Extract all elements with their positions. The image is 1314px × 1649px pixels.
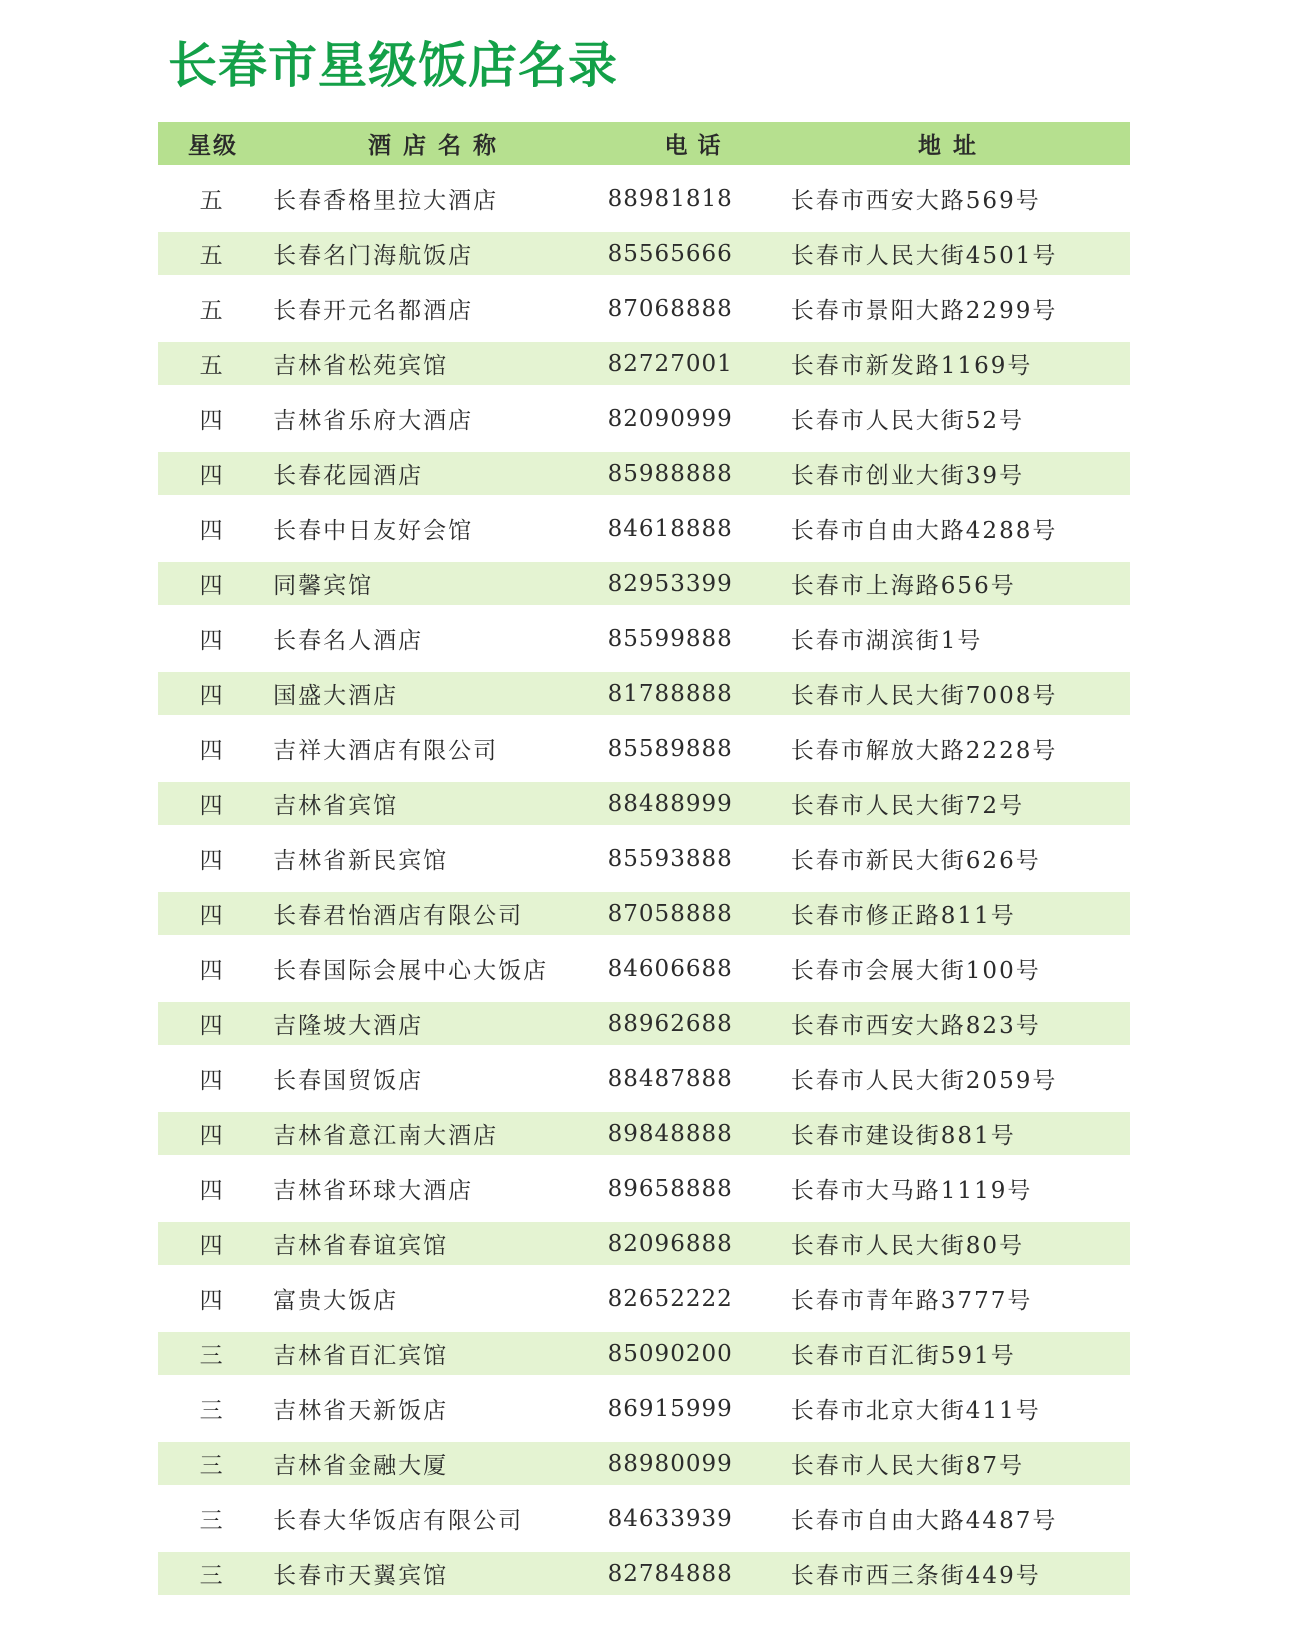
address-cell: 长春市大马路1119号 — [790, 1178, 1033, 1204]
table-row — [158, 672, 1130, 715]
star-cell: 四 — [199, 408, 225, 434]
address-cell: 长春市创业大街39号 — [790, 463, 1025, 489]
address-cell: 长春市湖滨街1号 — [790, 628, 983, 654]
table-row — [158, 562, 1130, 605]
phone-cell: 86915999 — [607, 1395, 733, 1422]
hotel-name-cell: 长春国贸饭店 — [273, 1068, 424, 1094]
phone-cell: 84606688 — [607, 955, 733, 982]
table-row — [158, 1222, 1130, 1265]
star-cell: 五 — [199, 298, 225, 324]
star-cell: 四 — [199, 1288, 225, 1314]
hotel-name-cell: 吉林省乐府大酒店 — [273, 408, 474, 434]
hotel-name-cell: 吉林省环球大酒店 — [273, 1178, 474, 1204]
table-row — [158, 507, 1130, 550]
star-cell: 三 — [199, 1398, 225, 1424]
header-phone: 电 话 — [664, 133, 722, 159]
address-cell: 长春市建设街881号 — [790, 1123, 1016, 1149]
table-row — [158, 1057, 1130, 1100]
address-cell: 长春市自由大路4288号 — [790, 518, 1058, 544]
hotel-name-cell: 长春国际会展中心大饭店 — [273, 958, 549, 984]
hotel-name-cell: 吉祥大酒店有限公司 — [273, 738, 499, 764]
address-cell: 长春市修正路811号 — [790, 903, 1016, 929]
address-cell: 长春市人民大街72号 — [790, 793, 1025, 819]
hotel-name-cell: 吉林省新民宾馆 — [273, 848, 449, 874]
hotel-name-cell: 长春花园酒店 — [273, 463, 424, 489]
table-row — [158, 892, 1130, 935]
hotel-name-cell: 富贵大饭店 — [273, 1288, 399, 1314]
star-cell: 四 — [199, 958, 225, 984]
table-row — [158, 727, 1130, 770]
star-cell: 四 — [199, 628, 225, 654]
star-cell: 四 — [199, 848, 225, 874]
address-cell: 长春市人民大街80号 — [790, 1233, 1025, 1259]
hotel-name-cell: 长春君怡酒店有限公司 — [273, 903, 524, 929]
table-row — [158, 1277, 1130, 1320]
hotel-name-cell: 同馨宾馆 — [273, 573, 374, 599]
phone-cell: 87058888 — [607, 900, 733, 927]
hotel-name-cell: 长春中日友好会馆 — [273, 518, 474, 544]
table-row — [158, 1552, 1130, 1595]
address-cell: 长春市新民大街626号 — [790, 848, 1041, 874]
table-row — [158, 1002, 1130, 1045]
phone-cell: 89658888 — [607, 1175, 733, 1202]
hotel-name-cell: 吉林省金融大厦 — [273, 1453, 449, 1479]
table-row — [158, 1332, 1130, 1375]
hotel-name-cell: 长春开元名都酒店 — [273, 298, 474, 324]
hotel-name-cell: 吉林省春谊宾馆 — [273, 1233, 449, 1259]
phone-cell: 82727001 — [607, 350, 733, 377]
star-cell: 四 — [199, 903, 225, 929]
hotel-name-cell: 吉林省意江南大酒店 — [273, 1123, 499, 1149]
table-row — [158, 397, 1130, 440]
page-title: 长春市星级饭店名录 — [168, 37, 619, 94]
star-cell: 四 — [199, 1123, 225, 1149]
star-cell: 五 — [199, 353, 225, 379]
hotel-name-cell: 长春香格里拉大酒店 — [273, 188, 499, 214]
address-cell: 长春市西三条街449号 — [790, 1563, 1041, 1589]
table-row — [158, 1167, 1130, 1210]
phone-cell: 88981818 — [607, 185, 733, 212]
hotel-name-cell: 吉林省天新饭店 — [273, 1398, 449, 1424]
address-cell: 长春市人民大街2059号 — [790, 1068, 1058, 1094]
phone-cell: 88488999 — [607, 790, 733, 817]
address-cell: 长春市青年路3777号 — [790, 1288, 1033, 1314]
hotel-name-cell: 吉林省松苑宾馆 — [273, 353, 449, 379]
table-header — [158, 122, 1130, 165]
star-cell: 四 — [199, 1178, 225, 1204]
star-cell: 三 — [199, 1343, 225, 1369]
star-cell: 四 — [199, 1013, 225, 1039]
address-cell: 长春市景阳大路2299号 — [790, 298, 1058, 324]
header-address: 地 址 — [917, 133, 978, 159]
address-cell: 长春市会展大街100号 — [790, 958, 1041, 984]
phone-cell: 88487888 — [607, 1065, 733, 1092]
table-row — [158, 1387, 1130, 1430]
star-cell: 三 — [199, 1508, 225, 1534]
phone-cell: 85589888 — [607, 735, 733, 762]
address-cell: 长春市西安大路569号 — [790, 188, 1041, 214]
table-row — [158, 1497, 1130, 1540]
star-cell: 四 — [199, 1233, 225, 1259]
hotel-name-cell: 长春名人酒店 — [273, 628, 424, 654]
phone-cell: 85090200 — [607, 1340, 733, 1367]
phone-cell: 85599888 — [607, 625, 733, 652]
star-cell: 五 — [199, 188, 225, 214]
table-row — [158, 232, 1130, 275]
hotel-name-cell: 吉林省百汇宾馆 — [273, 1343, 449, 1369]
table-row — [158, 837, 1130, 880]
hotel-name-cell: 吉隆坡大酒店 — [273, 1013, 424, 1039]
phone-cell: 85988888 — [607, 460, 733, 487]
address-cell: 长春市自由大路4487号 — [790, 1508, 1058, 1534]
address-cell: 长春市人民大街87号 — [790, 1453, 1025, 1479]
hotel-name-cell: 长春大华饭店有限公司 — [273, 1508, 524, 1534]
address-cell: 长春市新发路1169号 — [790, 353, 1033, 379]
star-cell: 四 — [199, 518, 225, 544]
star-cell: 五 — [199, 243, 225, 269]
phone-cell: 82953399 — [607, 570, 733, 597]
table-row — [158, 452, 1130, 495]
phone-cell: 81788888 — [607, 680, 733, 707]
phone-cell: 85565666 — [607, 240, 733, 267]
table-row — [158, 782, 1130, 825]
table-row — [158, 617, 1130, 660]
hotel-table — [158, 122, 1130, 1607]
hotel-name-cell: 长春名门海航饭店 — [273, 243, 474, 269]
table-row — [158, 287, 1130, 330]
phone-cell: 88962688 — [607, 1010, 733, 1037]
star-cell: 四 — [199, 683, 225, 709]
table-row — [158, 947, 1130, 990]
phone-cell: 82090999 — [607, 405, 733, 432]
hotel-name-cell: 吉林省宾馆 — [273, 793, 399, 819]
phone-cell: 82096888 — [607, 1230, 733, 1257]
address-cell: 长春市上海路656号 — [790, 573, 1016, 599]
phone-cell: 84618888 — [607, 515, 733, 542]
phone-cell: 88980099 — [607, 1450, 733, 1477]
address-cell: 长春市北京大街411号 — [790, 1398, 1041, 1424]
star-cell: 四 — [199, 573, 225, 599]
phone-cell: 82784888 — [607, 1560, 733, 1587]
star-cell: 四 — [199, 793, 225, 819]
table-row — [158, 342, 1130, 385]
hotel-name-cell: 长春市天翼宾馆 — [273, 1563, 449, 1589]
table-body — [158, 177, 1130, 1595]
address-cell: 长春市人民大街4501号 — [790, 243, 1058, 269]
header-name: 酒 店 名 称 — [367, 133, 499, 159]
address-cell: 长春市人民大街7008号 — [790, 683, 1058, 709]
header-star: 星级 — [188, 133, 238, 159]
phone-cell: 87068888 — [607, 295, 733, 322]
star-cell: 三 — [199, 1563, 225, 1589]
address-cell: 长春市解放大路2228号 — [790, 738, 1058, 764]
phone-cell: 85593888 — [607, 845, 733, 872]
phone-cell: 82652222 — [607, 1285, 733, 1312]
phone-cell: 84633939 — [607, 1505, 733, 1532]
star-cell: 四 — [199, 463, 225, 489]
table-row — [158, 177, 1130, 220]
star-cell: 四 — [199, 738, 225, 764]
address-cell: 长春市西安大路823号 — [790, 1013, 1041, 1039]
table-row — [158, 1442, 1130, 1485]
table-row — [158, 1112, 1130, 1155]
hotel-name-cell: 国盛大酒店 — [273, 683, 399, 709]
star-cell: 四 — [199, 1068, 225, 1094]
phone-cell: 89848888 — [607, 1120, 733, 1147]
address-cell: 长春市百汇街591号 — [790, 1343, 1016, 1369]
address-cell: 长春市人民大街52号 — [790, 408, 1025, 434]
star-cell: 三 — [199, 1453, 225, 1479]
